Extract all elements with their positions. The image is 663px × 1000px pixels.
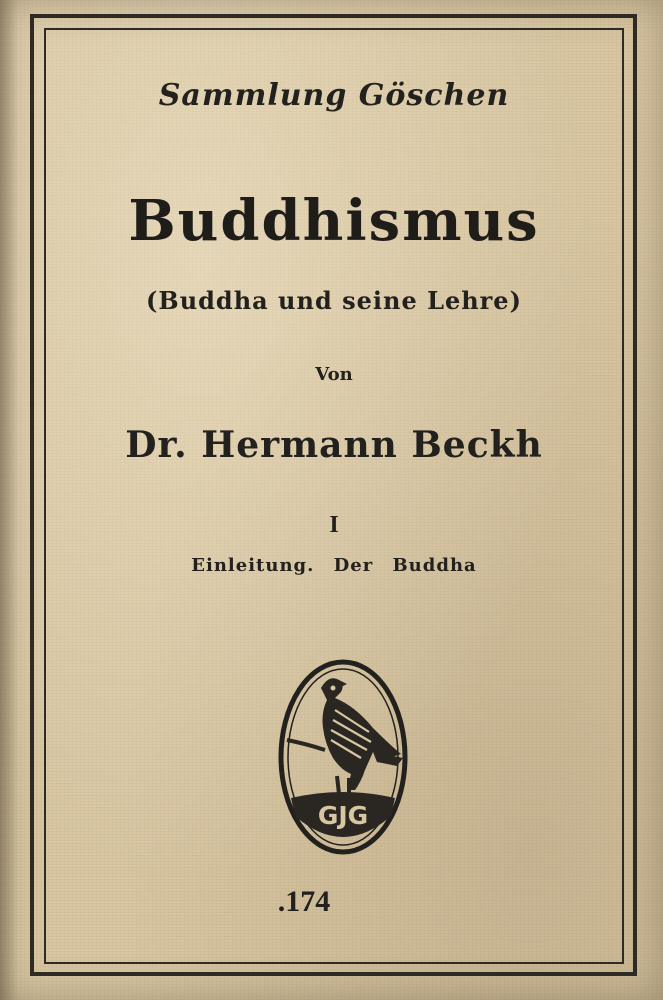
series-number: .174 — [277, 885, 331, 918]
eagle-emblem-icon — [277, 658, 409, 856]
spine-shadow — [0, 0, 18, 1000]
volume-number: I — [329, 512, 339, 538]
book-title: Buddhismus — [128, 188, 540, 254]
volume-contents: Einleitung. Der Buddha — [191, 555, 477, 576]
series-title: Sammlung Göschen — [158, 78, 510, 113]
author-name: Dr. Hermann Beckh — [125, 424, 543, 466]
publisher-monogram: GJG — [317, 801, 369, 830]
byline: Von — [315, 364, 353, 385]
book-subtitle: (Buddha und seine Lehre) — [146, 286, 522, 315]
